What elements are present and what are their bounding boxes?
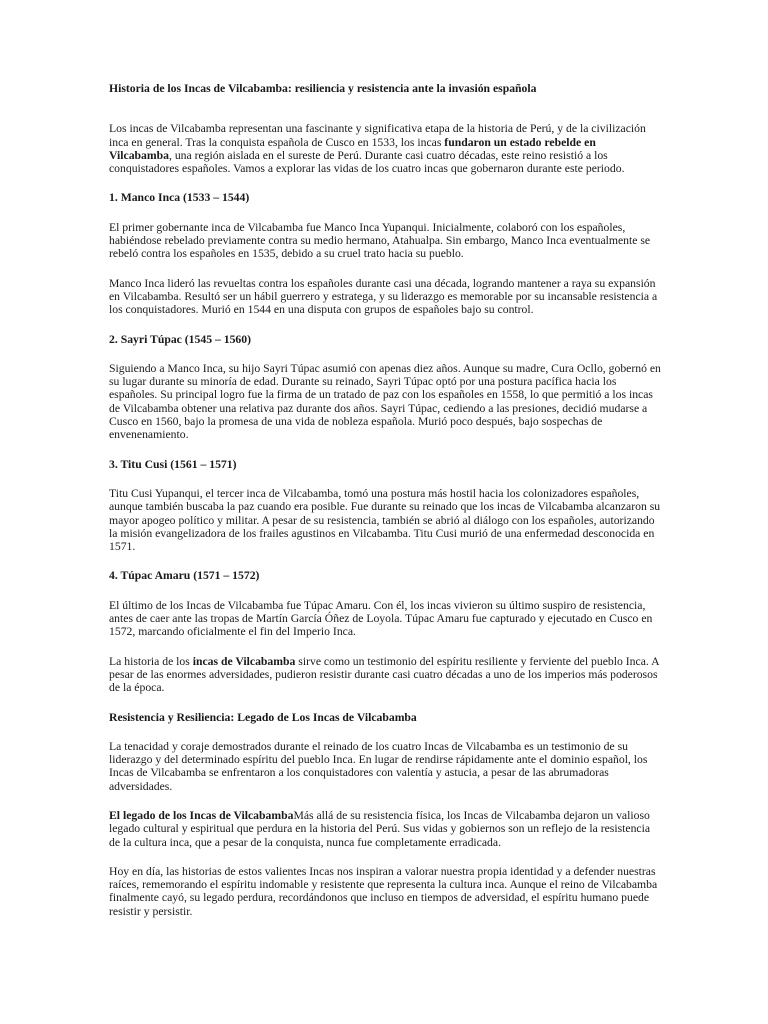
intro-paragraph: [109, 122, 661, 175]
section-heading-manco-inca: 1. Manco Inca (1533 – 1544): [109, 191, 250, 205]
document-title: Historia de los Incas de Vilcabamba: resiliencia y resistencia ante la invasión española: [109, 82, 537, 95]
summary-text-start: La historia de los: [109, 654, 193, 668]
summary-text-end: sirve como un testimonio del espíritu resiliente y ferviente del pueblo Inca. A pesar de las enormes adversidades, pudieron resistir durante casi cuatro décadas a uno de los imperios más poderosos de la época.: [109, 654, 659, 695]
paragraph-manco-inca-1: El primer gobernante inca de Vilcabamba fue Manco Inca Yupanqui. Inicialmente, colaboró con los españoles, habiéndose rebelado previamente contra su medio hermano, Atahualpa. Sin embargo, Manco Inca eventualmente se rebeló contra los españoles en 1535, debido a su cruel trato hacia su pueblo.: [109, 220, 651, 261]
legacy-paragraph-3: Hoy en día, las historias de estos valientes Incas nos inspiran a valorar nuestra propia identidad y a defender nuestras raíces, rememorando el espíritu indomable y resistente que representa la cultura inca. Aunque el reino de Vilcabamba finalmente cayó, su legado perdura, recordándonos que incluso en tiempos de adversidad, el espíritu humano puede resistir y persistir.: [109, 864, 658, 918]
section-heading-titu-cusi: 3. Titu Cusi (1561 – 1571): [109, 457, 237, 471]
intro-bold-phrase: fundaron un estado rebelde en Vilcabamba: [109, 135, 596, 162]
section-heading-tupac-amaru: 4. Túpac Amaru (1571 – 1572): [109, 569, 260, 583]
legacy-paragraph-1: La tenacidad y coraje demostrados durante el reinado de los cuatro Incas de Vilcabamba es un testimonio de su liderazgo y del determinado espíritu del pueblo Inca. En lugar de rendirse rápidamente ante el dominio español, los Incas de Vilcabamba se enfrentaron a los conquistadores con valentía y astucia, a pesar de las abrumadoras adversidades.: [109, 739, 648, 793]
intro-text-end: , una región aislada en el sureste de Perú. Durante casi cuatro décadas, este reino resistió a los conquistadores españoles. Vamos a explorar las vidas de los cuatro incas que gobernaron durante este periodo.: [109, 148, 625, 176]
legacy-paragraph-2: [109, 809, 661, 849]
summary-bold-phrase: incas de Vilcabamba: [192, 654, 296, 668]
intro-text-start: Los incas de Vilcabamba representan una fascinante y significativa etapa de la historia de Perú, y de la civilización inca en general. Tras la conquista española de Cusco en 1533, los incas: [109, 122, 646, 149]
legacy-paragraph-2-text: Más allá de su resistencia física, los Incas de Vilcabamba dejaron un valioso legado cultural y espiritual que perdura en la historia del Perú. Sus vidas y gobiernos son un reflejo de la resistencia de la cultura inca, que a pesar de la conquista, nunca fue completamente erradicada.: [109, 808, 651, 849]
document-page: [109, 82, 661, 918]
paragraph-titu-cusi: Titu Cusi Yupanqui, el tercer inca de Vilcabamba, tomó una postura más hostil hacia los colonizadores españoles, aunque también buscaba la paz cuando era posible. Fue durante su reinado que los incas de Vilcabamba alcanzaron su mayor apogeo político y militar. A pesar de su resistencia, también se abrió al diálogo con los españoles, autorizando la misión evangelizadora de los frailes agustinos en Vilcabamba. Titu Cusi murió de una enfermedad desconocida en 1571.: [109, 486, 661, 554]
paragraph-tupac-amaru: El último de los Incas de Vilcabamba fue Túpac Amaru. Con él, los incas vivieron su último suspiro de resistencia, antes de caer ante las tropas de Martín García Óñez de Loyola. Túpac Amaru fue capturado y ejecutado en Cusco en 1572, marcando oficialmente el fin del Imperio Inca.: [109, 598, 653, 639]
paragraph-manco-inca-2: Manco Inca lideró las revueltas contra los españoles durante casi una década, logrando mantener a raya su expansión en Vilcabamba. Resultó ser un hábil guerrero y estratega, y su liderazgo es memorable por su incansable resistencia a los conquistadores. Murió en 1544 en una disputa con grupos de españoles bajo su control.: [109, 276, 658, 317]
section-heading-sayri-tupac: 2. Sayri Túpac (1545 – 1560): [109, 332, 251, 346]
legacy-heading: Resistencia y Resiliencia: Legado de Los Incas de Vilcabamba: [109, 710, 417, 724]
paragraph-sayri-tupac: Siguiendo a Manco Inca, su hijo Sayri Túpac asumió con apenas diez años. Aunque su madre, Cura Ocllo, gobernó en su lugar durante su minoría de edad. Durante su reinado, Sayri Túpac optó por una postura pacífica hacia los españoles. Su principal logro fue la firma de un tratado de paz con los españoles en 1558, lo que permitió a los incas de Vilcabamba obtener una relativa paz durante dos años. Sayri Túpac, cediendo a las presiones, decidió mudarse a Cusco en 1560, bajo la promesa de una vida de nobleza española. Murió poco después, bajo sospechas de envenenamiento.: [109, 361, 661, 442]
legacy-bold-lead: El legado de los Incas de Vilcabamba: [109, 808, 294, 822]
summary-paragraph: [109, 655, 661, 695]
